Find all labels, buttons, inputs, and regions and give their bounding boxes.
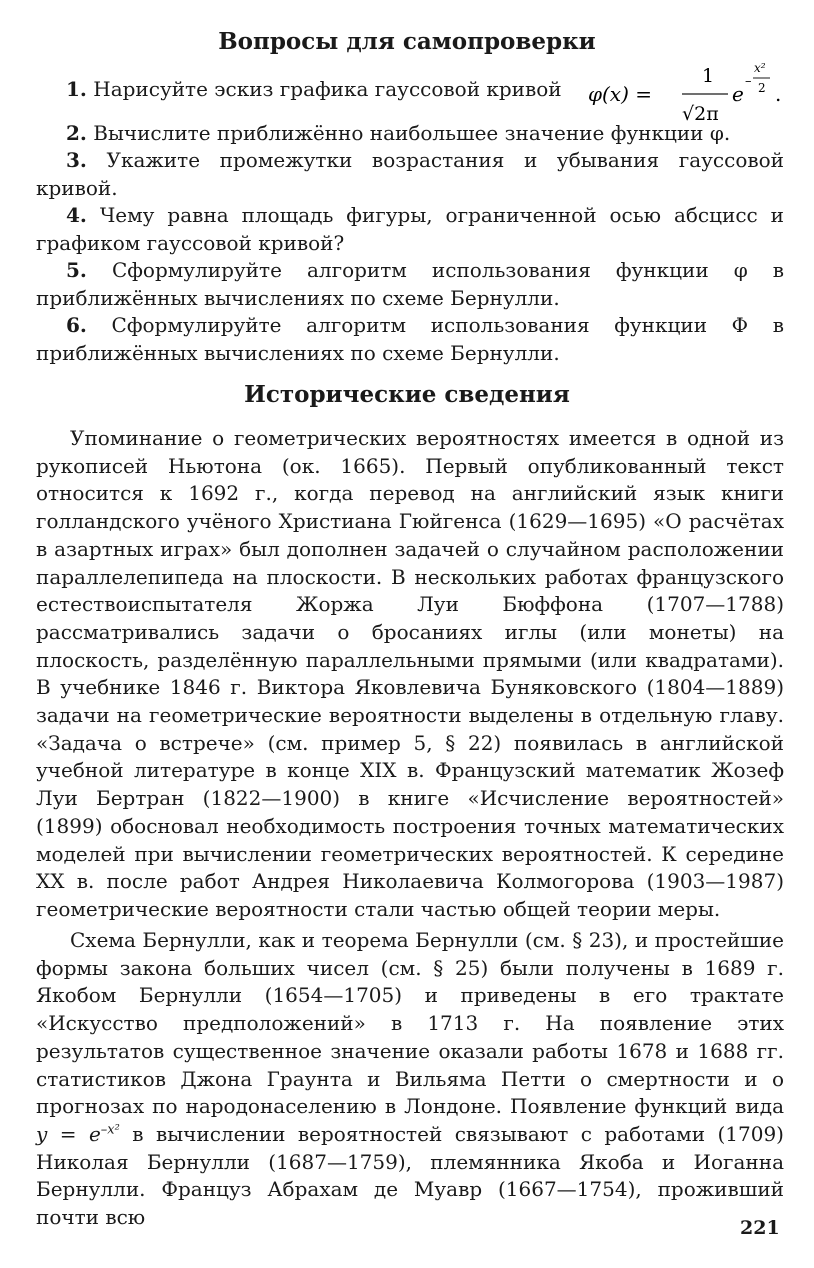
paragraph-2-tail: в вычислении вероятностей связывают с работами (1709) Николая Бернулли (1687—1759), племянника Якоба и Иоганна Бернулли. Француз Абрахам де Муавр (1667—1754), проживший почти всю	[36, 1121, 784, 1230]
formula-numerator: 1	[702, 65, 715, 87]
question-text: Нарисуйте эскиз графика гауссовой кривой	[93, 77, 562, 101]
formula-denominator: √2π	[682, 103, 719, 125]
question-1	[66, 77, 562, 101]
history-paragraph-2	[36, 927, 784, 1232]
formula-tail: .	[775, 82, 782, 106]
question-text: Чему равна площадь фигуры, ограниченной осью абсцисс и графиком гауссовой кривой?	[36, 203, 784, 255]
question-number: 6.	[66, 313, 87, 337]
question-3	[36, 147, 784, 202]
question-text: Укажите промежутки возрастания и убывания гауссовой кривой.	[36, 148, 784, 200]
question-text: Сформулируйте алгоритм использования функции Φ в приближённых вычислениях по схеме Бернулли.	[36, 313, 784, 365]
question-6	[36, 312, 784, 367]
paragraph-2-text: Схема Бернулли, как и теорема Бернулли (см. § 23), и простейшие формы закона больших чисел (см. § 25) были получены в 1689 г. Якобом Бернулли (1654—1705) и приведены в его трактате «Искусство предположений» в 1713 г. На появление этих результатов существенное значение оказали работы 1678 и 1688 гг. статистиков Джона Граунта и Вильяма Петти о смертности и о прогнозах по народонаселению в Лондоне. Появление функций вида	[36, 928, 784, 1119]
exp-numerator: x²	[754, 61, 766, 75]
question-5	[36, 257, 784, 312]
formula-base: e	[732, 82, 744, 106]
question-number: 5.	[66, 258, 87, 282]
page-number: 221	[740, 1217, 780, 1239]
question-text: Сформулируйте алгоритм использования функции φ в приближённых вычислениях по схеме Бернулли.	[36, 258, 785, 310]
question-4	[36, 202, 784, 257]
question-number: 2.	[66, 121, 87, 145]
questions-heading: Вопросы для самопроверки	[218, 28, 596, 55]
exp-sign: –	[745, 74, 752, 89]
inline-formula-lhs: y =	[36, 1121, 77, 1146]
exp-denominator: 2	[758, 81, 766, 95]
inline-formula-base: e	[88, 1121, 101, 1146]
question-2	[36, 120, 784, 148]
history-heading: Исторические сведения	[244, 381, 570, 408]
formula-lhs: φ(x) =	[588, 82, 653, 106]
history-paragraph-1: Упоминание о геометрических вероятностях имеется в одной из рукописей Ньютона (ок. 1665). Первый опубликованный текст относится к 1692 г., когда перевод на английский язык книги голландского учёного Христиана Гюйгенса (1629—1695) «О расчётах в азартных играх» был дополнен задачей о случайном расположении параллелепипеда на плоскости. В нескольких работах французского естествоиспытателя Жоржа Луи Бюффона (1707—1788) рассматривались задачи о бросаниях иглы (или монеты) на плоскость, разделённую параллельными прямыми (или квадратами). В учебнике 1846 г. Виктора Яковлевича Буняковского (1804—1889) задачи на геометрические вероятности выделены в отдельную главу. «Задача о встрече» (см. пример 5, § 22) появилась в английской учебной литературе в конце XIX в. Французский математик Жозеф Луи Бертран (1822—1900) в книге «Исчисление вероятностей» (1899) обосновал необходимость построения точных математических моделей при вычислении геометрических вероятностей. К середине XX в. после работ Андрея Николаевича Колмогорова (1903—1987) геометрические вероятности стали частью общей теории меры.	[36, 426, 784, 921]
question-text: Вычислите приближённо наибольшее значение функции φ.	[93, 121, 731, 145]
question-number: 4.	[66, 203, 87, 227]
inline-formula-exp: –x²	[100, 1122, 120, 1138]
question-number: 3.	[66, 148, 87, 172]
question-number: 1.	[66, 77, 87, 101]
